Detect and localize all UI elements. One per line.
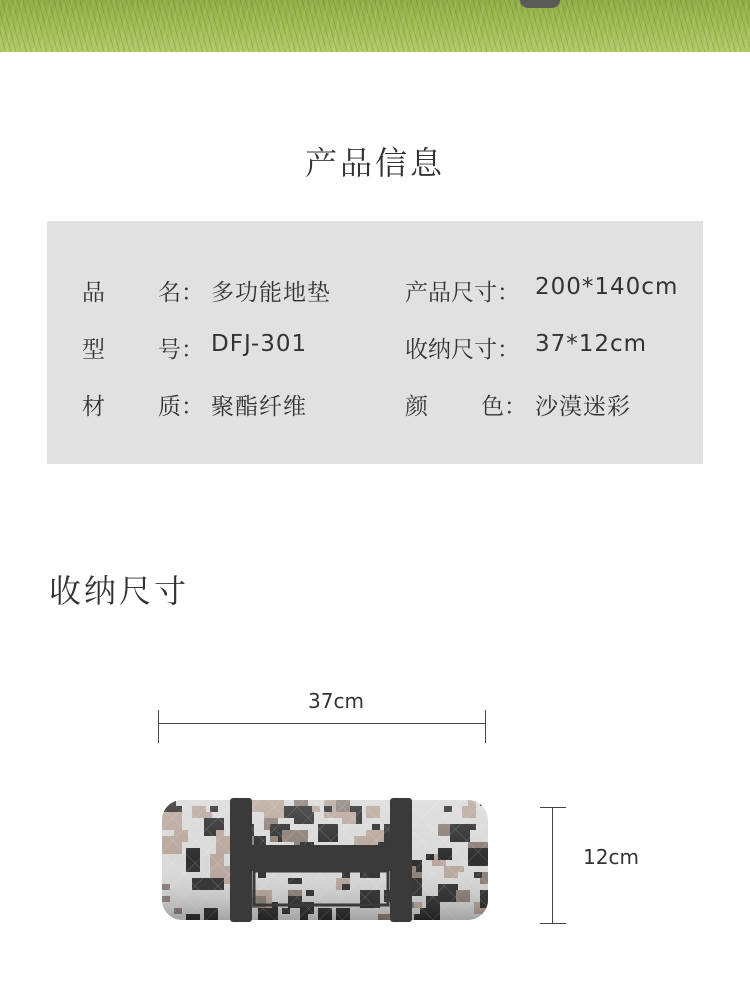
- banner-object-shadow: [520, 0, 560, 8]
- label-color-char2: 色：: [481, 394, 527, 420]
- label-model-char2: 号：: [158, 337, 204, 363]
- label-name-char1: 品: [82, 280, 105, 306]
- label-storage-size: 收纳尺寸：: [405, 337, 520, 363]
- value-material: 聚酯纤维: [211, 394, 307, 420]
- width-dimension-tick-left: [158, 710, 159, 743]
- label-name-char2: 名：: [158, 280, 204, 306]
- height-dimension-label: 12cm: [583, 845, 639, 869]
- width-dimension-tick-right: [485, 710, 486, 743]
- carry-handle: [230, 845, 412, 871]
- value-color: 沙漠迷彩: [535, 394, 631, 420]
- height-dimension-line: [552, 807, 553, 924]
- rolled-mat-image: [150, 795, 495, 925]
- info-row-name: [47, 274, 703, 304]
- label-model-char1: 型: [82, 337, 105, 363]
- label-product-size: 产品尺寸：: [405, 280, 520, 306]
- info-row-model: [47, 331, 703, 361]
- grass-banner-image: [0, 0, 750, 52]
- product-info-table: [47, 221, 703, 464]
- value-storage-size: 37*12cm: [535, 331, 648, 357]
- product-info-title: 产品信息: [304, 144, 445, 182]
- value-model: DFJ-301: [211, 331, 308, 357]
- label-color-char1: 颜: [405, 394, 428, 420]
- label-material-char2: 质：: [158, 394, 204, 420]
- width-dimension-label: 37cm: [308, 689, 364, 713]
- width-dimension-line: [158, 723, 486, 724]
- height-dimension-tick-bottom: [540, 923, 566, 924]
- height-dimension-tick-top: [540, 807, 566, 808]
- value-product-size: 200*140cm: [535, 274, 679, 300]
- value-name: 多功能地垫: [211, 280, 331, 306]
- info-row-material: [47, 388, 703, 418]
- storage-size-title: 收纳尺寸: [49, 572, 190, 610]
- label-material-char1: 材: [82, 394, 105, 420]
